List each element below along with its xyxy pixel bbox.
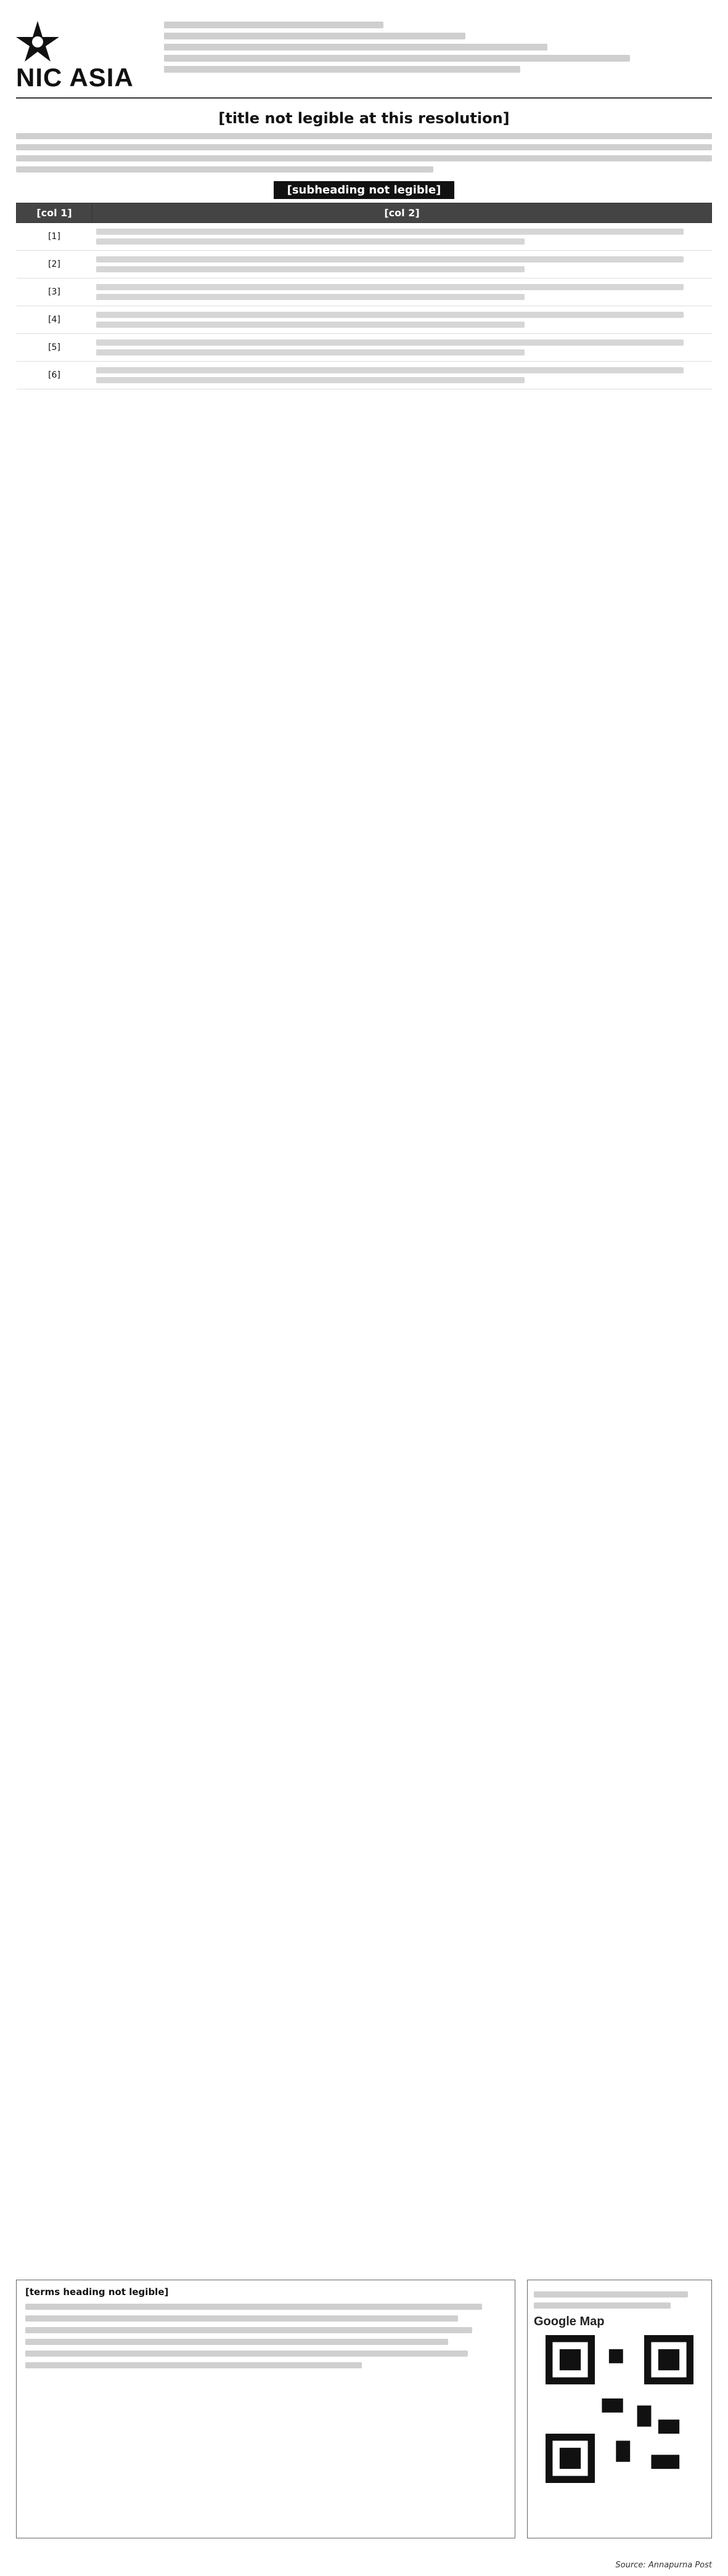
row-description <box>92 334 712 362</box>
terms-box <box>16 2280 515 2538</box>
row-description <box>92 306 712 334</box>
table-row <box>17 223 712 251</box>
row-description <box>92 223 712 251</box>
col-description: [col 2] <box>92 203 712 223</box>
terms-title: [terms heading not legible] <box>25 2286 169 2298</box>
table-subhead: [subheading not legible] <box>16 181 712 199</box>
source-credit: Source: Annapurna Post <box>615 2561 712 2570</box>
row-serial: [3] <box>17 278 92 306</box>
nic-asia-star-icon <box>16 21 59 62</box>
notice-title: [title not legible at this resolution] <box>218 110 510 127</box>
table-row <box>17 362 712 389</box>
asset-table <box>16 203 712 389</box>
row-description <box>92 278 712 306</box>
row-serial: [5] <box>17 334 92 362</box>
notice-intro <box>16 133 712 173</box>
brand-name: NIC ASIA <box>16 63 134 92</box>
row-serial: [2] <box>17 251 92 278</box>
bank-logo <box>16 21 152 92</box>
address-block <box>164 17 712 77</box>
row-description <box>92 362 712 389</box>
qr-box <box>527 2280 712 2538</box>
google-map-label: Google Map <box>534 2315 605 2328</box>
row-serial: [1] <box>17 223 92 251</box>
row-description <box>92 251 712 278</box>
table-row <box>17 334 712 362</box>
table-row <box>17 278 712 306</box>
footer <box>16 2280 712 2538</box>
bank-header <box>16 12 712 99</box>
table-row <box>17 306 712 334</box>
qr-code-icon[interactable] <box>546 2335 693 2483</box>
table-row <box>17 251 712 278</box>
row-serial: [6] <box>17 362 92 389</box>
col-serial: [col 1] <box>17 203 92 223</box>
row-serial: [4] <box>17 306 92 334</box>
